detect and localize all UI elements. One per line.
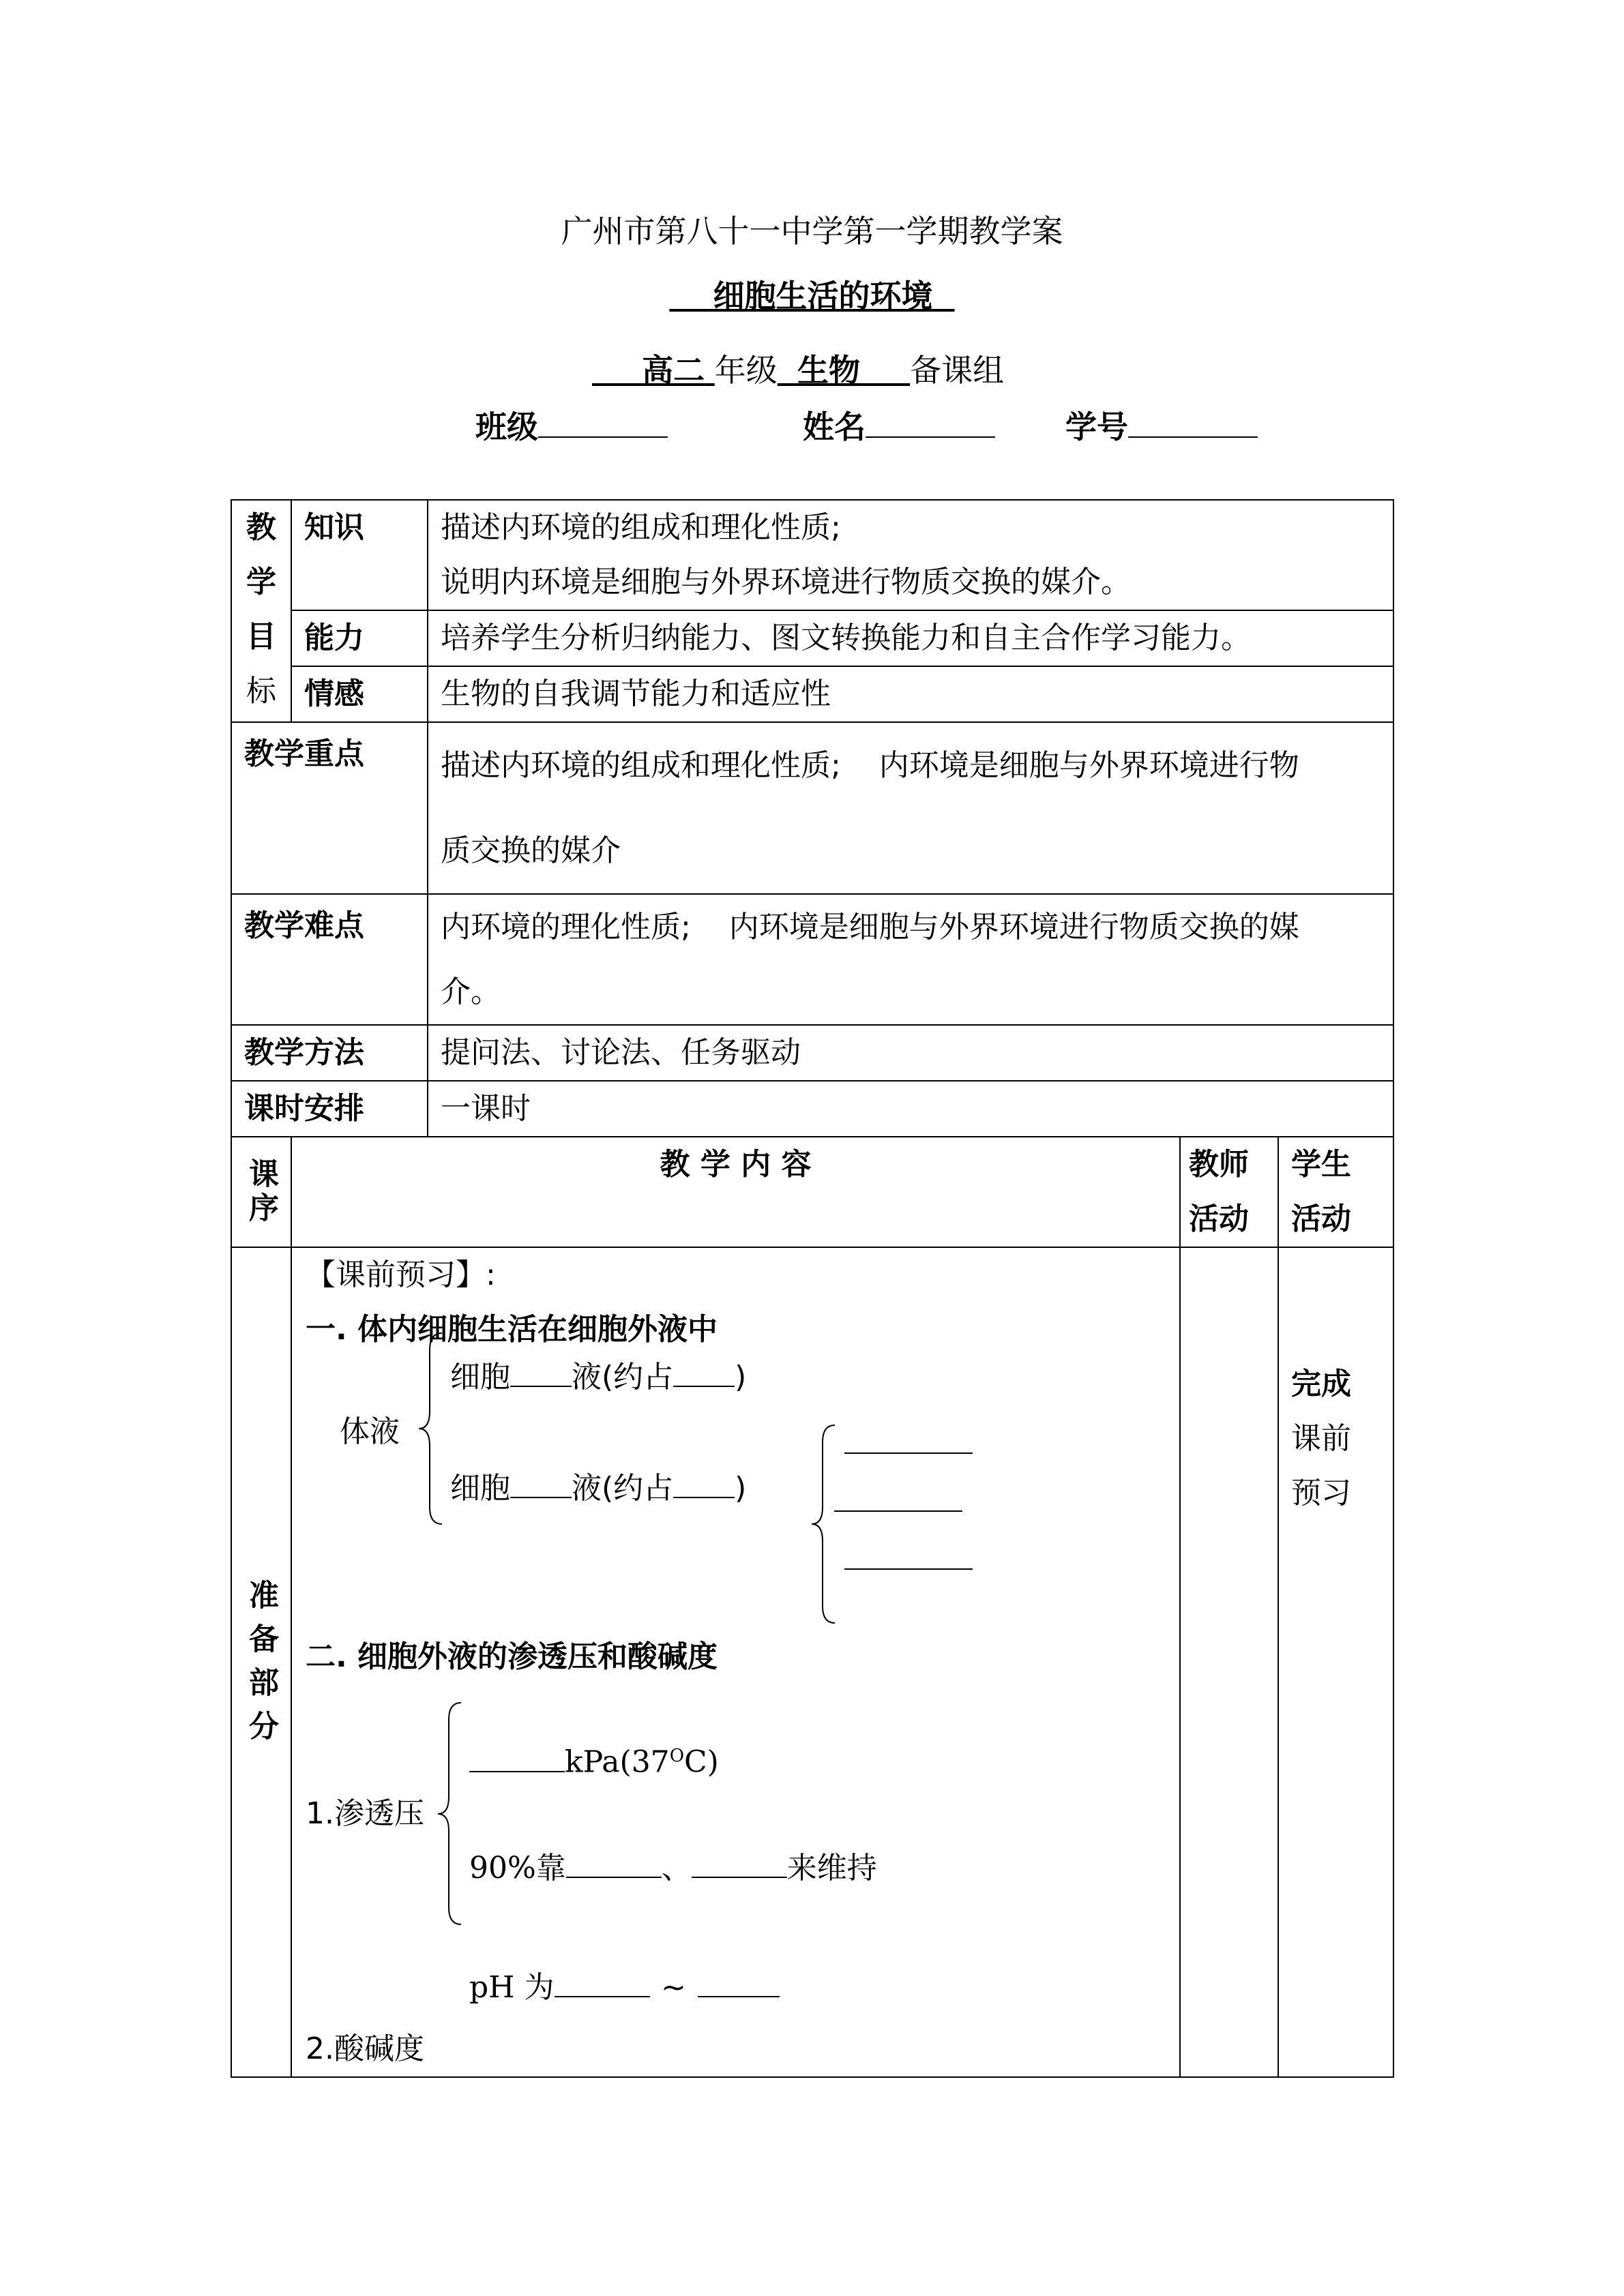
osmotic-label: 1.渗透压 xyxy=(306,1796,424,1831)
subject-value: 生物 xyxy=(797,352,860,389)
grade-value: 高二 xyxy=(642,352,705,389)
osmotic-brace xyxy=(438,1703,461,1924)
number-blank[interactable] xyxy=(1128,409,1258,438)
prep-label: 准备部分 xyxy=(231,1247,291,2077)
fill-blank[interactable] xyxy=(566,1849,662,1878)
schedule-label: 课时安排 xyxy=(231,1081,428,1137)
class-field xyxy=(475,402,668,447)
fill-blank[interactable] xyxy=(469,1744,565,1772)
extracellular-blank-2[interactable] xyxy=(834,1483,962,1512)
body-fluid-brace xyxy=(419,1333,442,1524)
content-header: 教 学 内 容 xyxy=(291,1137,1180,1247)
fill-blank[interactable] xyxy=(510,1358,572,1387)
difficulties-content: 内环境的理化性质; 内环境是细胞与外界环境进行物质交换的媒 介。 xyxy=(428,894,1393,1025)
fill-blank[interactable] xyxy=(510,1470,572,1498)
group-suffix: 备课组 xyxy=(910,352,1005,389)
prep-row xyxy=(231,1247,1393,2077)
number-label: 学号 xyxy=(1065,408,1128,445)
order-header: 课序 xyxy=(231,1137,291,1247)
grade-line xyxy=(592,346,1004,391)
ph-line: pH 为 ~ xyxy=(469,1960,780,2015)
name-label: 姓名 xyxy=(803,408,866,445)
objective-content: 描述内环境的组成和理化性质; 说明内环境是细胞与外界环境进行物质交换的媒介。 xyxy=(428,500,1393,610)
method-row xyxy=(231,1025,1393,1081)
schedule-row xyxy=(231,1081,1393,1137)
name-field xyxy=(803,402,995,447)
teacher-activity-header: 教师 活动 xyxy=(1180,1137,1278,1247)
name-blank[interactable] xyxy=(866,409,995,438)
key-points-label: 教学重点 xyxy=(231,722,428,894)
lesson-title-text: 细胞生活的环境 xyxy=(713,278,933,314)
difficulties-label: 教学难点 xyxy=(231,894,428,1025)
fill-blank[interactable] xyxy=(692,1849,787,1878)
fill-blank[interactable] xyxy=(673,1470,735,1498)
lesson-title xyxy=(0,271,1624,316)
teacher-activity-cell xyxy=(1180,1247,1278,2077)
acidity-label: 2.酸碱度 xyxy=(306,2031,424,2066)
body-fluid-label: 体液 xyxy=(340,1414,400,1449)
objective-emotion-row xyxy=(231,666,1393,722)
extracellular-blank-3[interactable] xyxy=(844,1541,973,1570)
objective-category: 知识 xyxy=(291,500,428,610)
method-value: 提问法、讨论法、任务驱动 xyxy=(428,1025,1393,1081)
intracellular-line: 细胞 液(约占 ) xyxy=(450,1360,747,1395)
extracellular-brace xyxy=(812,1425,835,1623)
prep-content xyxy=(291,1247,1180,2077)
student-activity-header: 学生 活动 xyxy=(1278,1137,1393,1247)
lesson-plan-table xyxy=(231,499,1394,2078)
objective-knowledge-row xyxy=(231,500,1393,610)
objective-content: 培养学生分析归纳能力、图文转换能力和自主合作学习能力。 xyxy=(428,610,1393,666)
student-activity-cell: 完成 课前 预习 xyxy=(1278,1247,1393,2077)
method-label: 教学方法 xyxy=(231,1025,428,1081)
objective-ability-row xyxy=(231,610,1393,666)
objective-category: 情感 xyxy=(291,666,428,722)
fill-blank[interactable] xyxy=(698,1969,780,1997)
schedule-value: 一课时 xyxy=(428,1081,1393,1137)
key-points-row xyxy=(231,722,1393,894)
preview-heading: 【课前预习】: xyxy=(306,1257,496,1292)
class-label: 班级 xyxy=(475,408,538,445)
osmotic-maintain-line: 90%靠 、 来维持 xyxy=(469,1851,877,1885)
objective-content: 生物的自我调节能力和适应性 xyxy=(428,666,1393,722)
section1-heading: 一. 体内细胞生活在细胞外液中 xyxy=(306,1312,718,1347)
key-points-content: 描述内环境的组成和理化性质; 内环境是细胞与外界环境进行物 质交换的媒介 xyxy=(428,722,1393,894)
content-header-row xyxy=(231,1137,1393,1247)
difficulties-row xyxy=(231,894,1393,1025)
number-field xyxy=(1065,402,1258,447)
objectives-label: 教 学 目 标 xyxy=(231,500,291,722)
objective-category: 能力 xyxy=(291,610,428,666)
extracellular-blank-1[interactable] xyxy=(844,1425,973,1454)
page-title: 广州市第八十一中学第一学期教学案 xyxy=(561,213,1063,250)
fill-blank[interactable] xyxy=(673,1358,735,1387)
grade-suffix: 年级 xyxy=(714,352,778,389)
fill-blank[interactable] xyxy=(555,1969,650,1997)
extracellular-line: 细胞 液(约占 ) xyxy=(450,1471,747,1506)
osmotic-value-line: $kPa(37^OC)$ xyxy=(469,1729,719,1790)
section2-heading: 二. 细胞外液的渗透压和酸碱度 xyxy=(306,1639,718,1674)
class-blank[interactable] xyxy=(538,409,668,438)
